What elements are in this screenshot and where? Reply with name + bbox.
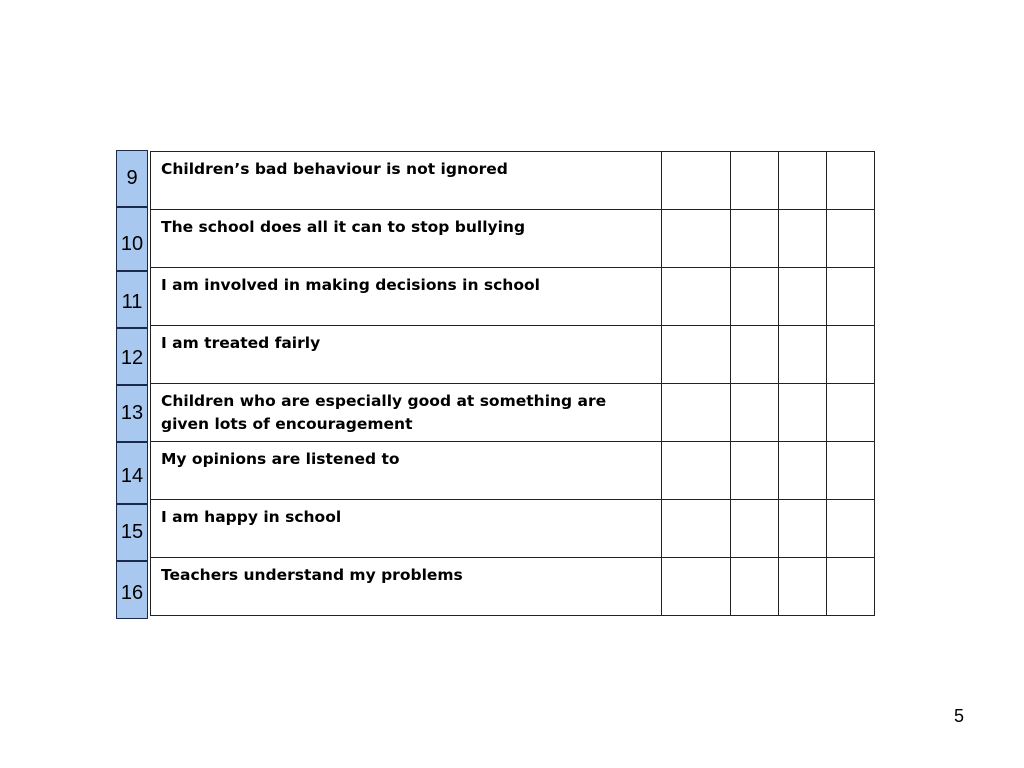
table-row xyxy=(151,268,875,326)
statement-text: Children’s bad behaviour is not ignored xyxy=(151,152,662,210)
response-box[interactable] xyxy=(731,152,779,210)
table-row xyxy=(151,152,875,210)
response-box[interactable] xyxy=(731,558,779,616)
question-number: 11 xyxy=(116,271,148,328)
response-box[interactable] xyxy=(731,442,779,500)
question-number: 15 xyxy=(116,504,148,561)
question-number: 10 xyxy=(116,207,148,271)
response-box[interactable] xyxy=(662,152,731,210)
statement-text: Children who are especially good at something are given lots of encouragement xyxy=(151,384,662,442)
statement-text: The school does all it can to stop bullying xyxy=(151,210,662,268)
page-number: 5 xyxy=(953,706,964,726)
questionnaire-table xyxy=(150,151,875,616)
question-number: 12 xyxy=(116,328,148,385)
response-box[interactable] xyxy=(779,152,827,210)
response-box[interactable] xyxy=(662,268,731,326)
statement-text: Teachers understand my problems xyxy=(151,558,662,616)
response-box[interactable] xyxy=(827,210,875,268)
response-box[interactable] xyxy=(731,384,779,442)
response-box[interactable] xyxy=(827,152,875,210)
response-box[interactable] xyxy=(827,442,875,500)
response-box[interactable] xyxy=(731,210,779,268)
response-box[interactable] xyxy=(779,326,827,384)
response-box[interactable] xyxy=(662,326,731,384)
question-number: 16 xyxy=(116,561,148,619)
response-box[interactable] xyxy=(779,442,827,500)
table-row xyxy=(151,210,875,268)
statement-text: I am involved in making decisions in school xyxy=(151,268,662,326)
question-number-column xyxy=(116,150,150,619)
response-box[interactable] xyxy=(779,210,827,268)
response-box[interactable] xyxy=(827,268,875,326)
response-box[interactable] xyxy=(731,500,779,558)
table-row xyxy=(151,384,875,442)
response-box[interactable] xyxy=(731,268,779,326)
response-box[interactable] xyxy=(662,384,731,442)
table-row xyxy=(151,558,875,616)
statement-text: I am happy in school xyxy=(151,500,662,558)
response-box[interactable] xyxy=(827,500,875,558)
response-box[interactable] xyxy=(662,558,731,616)
table-row xyxy=(151,442,875,500)
table-row xyxy=(151,326,875,384)
question-number: 14 xyxy=(116,442,148,504)
response-box[interactable] xyxy=(779,558,827,616)
response-box[interactable] xyxy=(662,500,731,558)
response-box[interactable] xyxy=(779,500,827,558)
response-box[interactable] xyxy=(662,210,731,268)
response-box[interactable] xyxy=(662,442,731,500)
statement-text: I am treated fairly xyxy=(151,326,662,384)
response-box[interactable] xyxy=(779,384,827,442)
response-box[interactable] xyxy=(731,326,779,384)
statement-text: My opinions are listened to xyxy=(151,442,662,500)
question-number: 13 xyxy=(116,385,148,442)
question-number: 9 xyxy=(116,150,148,207)
response-box[interactable] xyxy=(827,558,875,616)
table-row xyxy=(151,500,875,558)
response-box[interactable] xyxy=(827,326,875,384)
response-box[interactable] xyxy=(827,384,875,442)
response-box[interactable] xyxy=(779,268,827,326)
